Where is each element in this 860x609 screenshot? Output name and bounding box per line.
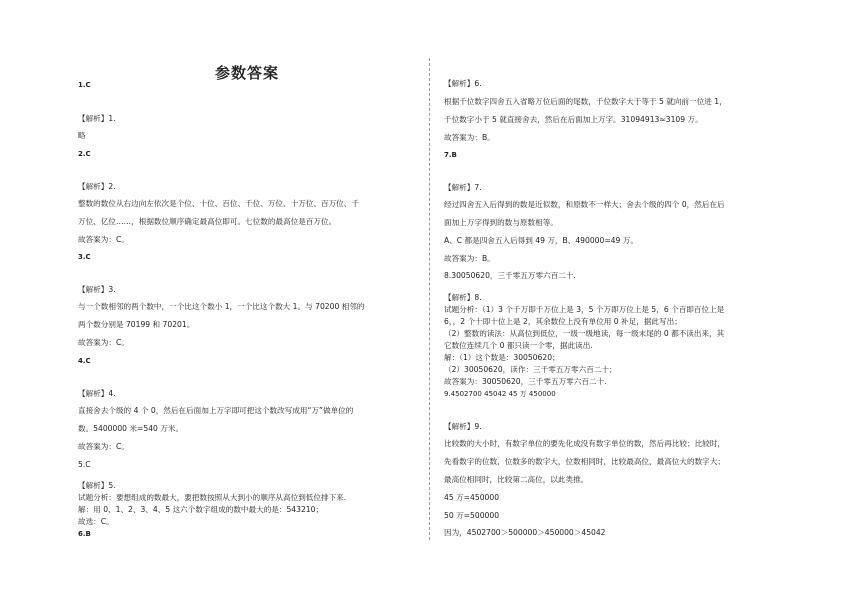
analysis-line: 整数的数位从右边向左依次是个位、十位、百位、千位、万位、十万位、百万位、千 <box>78 199 359 208</box>
analysis-line: A、C 都是四舍五入后得到 49 万，B、490000=49 万。 <box>444 236 638 245</box>
analysis-heading-4: 【解析】4. <box>78 389 116 398</box>
answer-1: 1.C <box>78 81 91 89</box>
analysis-heading-1: 【解析】1. <box>78 114 116 123</box>
analysis-heading-8: 【解析】8. <box>444 293 482 302</box>
analysis-line: 故答案为：C。 <box>78 338 129 347</box>
analysis-line: 试题分析：（1）3 个千万即千万位上是 3，5 个万即万位上是 5，6 个百即百位上是 <box>444 305 725 314</box>
column-divider <box>429 58 430 540</box>
answer-4: 4.C <box>78 357 91 365</box>
analysis-heading-2: 【解析】2. <box>78 182 116 191</box>
page-title: 参数答案 <box>215 64 280 82</box>
analysis-heading-6: 【解析】6. <box>444 79 482 88</box>
analysis-text-1: 略 <box>78 131 86 140</box>
answer-3: 3.C <box>78 253 91 261</box>
analysis-heading-9: 【解析】9. <box>444 422 482 431</box>
analysis-line: 与一个数相邻的两个数中，一个比这个数小 1，一个比这个数大 1。与 70200 相邻的 <box>78 302 365 311</box>
analysis-heading-7: 【解析】7. <box>444 183 482 192</box>
analysis-line: 直接舍去个级的 4 个 0，然后在后面加上万字即可把这个数改写成用“万”做单位的 <box>78 406 354 415</box>
analysis-heading-5: 【解析】5. <box>78 481 116 490</box>
analysis-line: 根据千位数字四舍五入省略万位后面的尾数，千位数字大于等于 5 就向前一位进 1， <box>444 97 727 106</box>
analysis-line: 试题分析：要想组成的数最大，要把数按照从大到小的顺序从高位到低位排下来. <box>78 493 347 502</box>
analysis-line: 故答案为：C。 <box>78 235 129 244</box>
analysis-line: 最高位相同时，比较第二高位，以此类推。 <box>444 475 589 484</box>
analysis-line: 45 万=450000 <box>444 493 500 502</box>
analysis-line: 故答案为：C。 <box>78 442 129 451</box>
analysis-line: 6，，2 个十即十位上是 2，其余数位上没有单位用 0 补足，据此写出； <box>444 317 682 326</box>
analysis-line: （2）整数的读法：从高位到低位，一级一级地读，每一级末尾的 0 都不读出来，其 <box>444 329 725 338</box>
analysis-line: 千位数字小于 5 就直接舍去，然后在后面加上万字。31094913≈3109 万。 <box>444 115 703 124</box>
answer-5: 5.C <box>78 460 91 469</box>
answer-2: 2.C <box>78 150 91 158</box>
analysis-line: 解：用 0、1、2、3、4、5 这六个数字组成的数中最大的是：543210； <box>78 505 324 514</box>
analysis-line: 两个数分别是 70199 和 70201。 <box>78 320 195 329</box>
analysis-line: 它数位连续几个 0 都只读一个零，据此读出. <box>444 341 593 350</box>
answer-7: 7.B <box>444 151 457 159</box>
analysis-line: 故答案为：B。 <box>444 254 495 263</box>
analysis-line: 比较数的大小时，有数字单位的要先化成没有数字单位的数，然后再比较；比较时， <box>444 439 725 448</box>
analysis-line: 50 万=500000 <box>444 511 500 520</box>
analysis-line: （2）30050620，读作：三千零五万零六百二十； <box>444 365 617 374</box>
analysis-line: 故答案为：B。 <box>444 133 495 142</box>
analysis-line: 故选：C。 <box>78 517 114 526</box>
analysis-line: 万位、亿位……，根据数位顺序确定最高位即可。七位数的最高位是百万位。 <box>78 217 337 226</box>
analysis-line: 故答案为：30050620，三千零五万零六百二十. <box>444 377 607 386</box>
analysis-line: 因为，4502700＞500000＞450000＞45042 <box>444 528 606 537</box>
analysis-line: 面加上万字得到的数与原数相等。 <box>444 218 558 227</box>
analysis-line: 经过四舍五入后得到的数是近似数，和原数不一样大；舍去个级的四个 0，然后在后 <box>444 200 725 209</box>
answer-9: 9.4502700 45042 45 万 450000 <box>444 390 556 398</box>
analysis-heading-3: 【解析】3. <box>78 285 116 294</box>
analysis-line: 先看数字的位数，位数多的数字大，位数相同时，比较最高位，最高位大的数字大； <box>444 457 725 466</box>
analysis-line: 解：（1）这个数是：30050620； <box>444 353 560 362</box>
analysis-line: 数。5400000 米=540 万米。 <box>78 424 184 433</box>
answer-8: 8.30050620，三千零五万零六百二十. <box>444 271 576 280</box>
answer-6: 6.B <box>78 530 91 538</box>
